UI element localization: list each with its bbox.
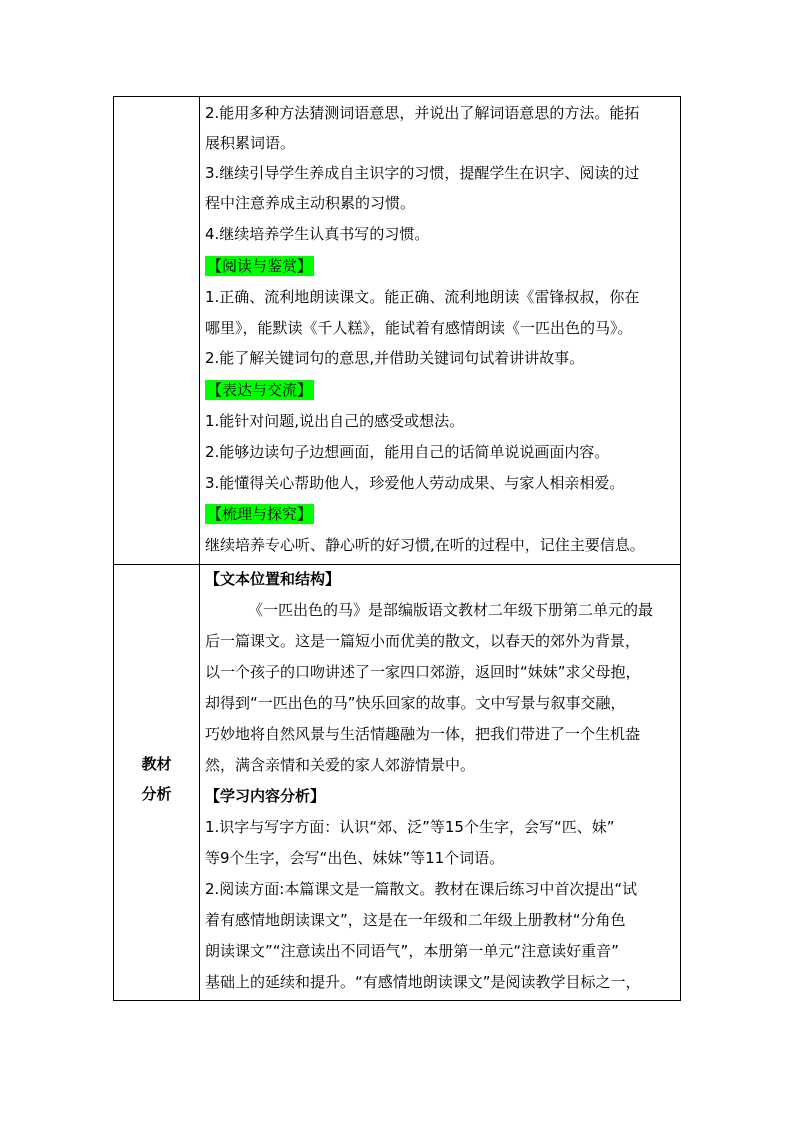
section-heading-exploration: 【梳理与探究】 bbox=[207, 505, 313, 523]
analysis-line: 2.阅读方面:本篇课文是一篇散文。教材在课后练习中首次提出“试 bbox=[205, 880, 638, 898]
section-heading-expression: 【表达与交流】 bbox=[207, 381, 313, 399]
objective-line: 1.正确、流利地朗读课文。能正确、流利地朗读《雷锋叔叔，你在 bbox=[205, 288, 640, 306]
analysis-line: 后一篇课文。这是一篇短小而优美的散文，以春天的郊外为背景， bbox=[205, 632, 641, 650]
objective-line: 1.能针对问题,说出自己的感受或想法。 bbox=[205, 412, 465, 430]
analysis-line: 《一匹出色的马》是部编版语文教材二年级下册第二单元的最 bbox=[248, 601, 654, 619]
objective-line: 3.继续引导学生养成自主识字的习惯，提醒学生在识字、阅读的过 bbox=[205, 164, 640, 182]
lesson-plan-table bbox=[113, 96, 681, 1001]
analysis-line: 着有感情地朗读课文”，这是在一年级和二年级上册教材“分角色 bbox=[205, 911, 626, 929]
section-heading-reading: 【阅读与鉴赏】 bbox=[207, 257, 313, 275]
analysis-line: 以一个孩子的口吻讲述了一家四口郊游，返回时“妹妹”求父母抱， bbox=[205, 663, 641, 681]
column-divider bbox=[199, 97, 200, 1000]
objective-line: 哪里》，能默读《千人糕》，能试着有感情朗读《一匹出色的马》。 bbox=[205, 319, 633, 337]
objective-line: 3.能懂得关心帮助他人，珍爱他人劳动成果、与家人相亲相爱。 bbox=[205, 474, 625, 492]
analysis-line: 然，满含亲情和关爱的家人郊游情景中。 bbox=[205, 756, 476, 774]
objective-line: 继续培养专心听、静心听的好习惯,在听的过程中，记住主要信息。 bbox=[205, 536, 645, 554]
analysis-heading-structure: 【文本位置和结构】 bbox=[205, 570, 341, 588]
analysis-line: 却得到“一匹出色的马”快乐回家的故事。文中写景与叙事交融， bbox=[205, 694, 626, 712]
analysis-line: 基础上的延续和提升。“有感情地朗读课文”是阅读教学目标之一， bbox=[205, 973, 641, 991]
objective-line: 4.继续培养学生认真书写的习惯。 bbox=[205, 225, 430, 243]
analysis-heading-content: 【学习内容分析】 bbox=[205, 787, 326, 805]
row-divider bbox=[114, 564, 680, 565]
analysis-line: 1.识字与写字方面：认识“郊、泛”等15个生字，会写“匹、妹” bbox=[205, 818, 615, 836]
row-label-line2: 分析 bbox=[141, 785, 172, 803]
objective-line: 2.能了解关键词句的意思,并借助关键词句试着讲讲故事。 bbox=[205, 349, 585, 367]
row-label-line1: 教材 bbox=[141, 755, 172, 773]
objective-line: 2.能用多种方法猜测词语意思，并说出了解词语意思的方法。能拓 bbox=[205, 104, 640, 122]
analysis-line: 巧妙地将自然风景与生活情趣融为一体，把我们带进了一个生机盎 bbox=[205, 725, 641, 743]
objective-line: 程中注意养成主动积累的习惯。 bbox=[205, 194, 416, 212]
objective-line: 展积累词语。 bbox=[205, 134, 296, 152]
analysis-line: 等9个生字，会写“出色、妹妹”等11个词语。 bbox=[205, 849, 505, 867]
objective-line: 2.能够边读句子边想画面，能用自己的话简单说说画面内容。 bbox=[205, 443, 610, 461]
analysis-line: 朗读课文”“注意读出不同语气”，本册第一单元“注意读好重音” bbox=[205, 942, 619, 960]
